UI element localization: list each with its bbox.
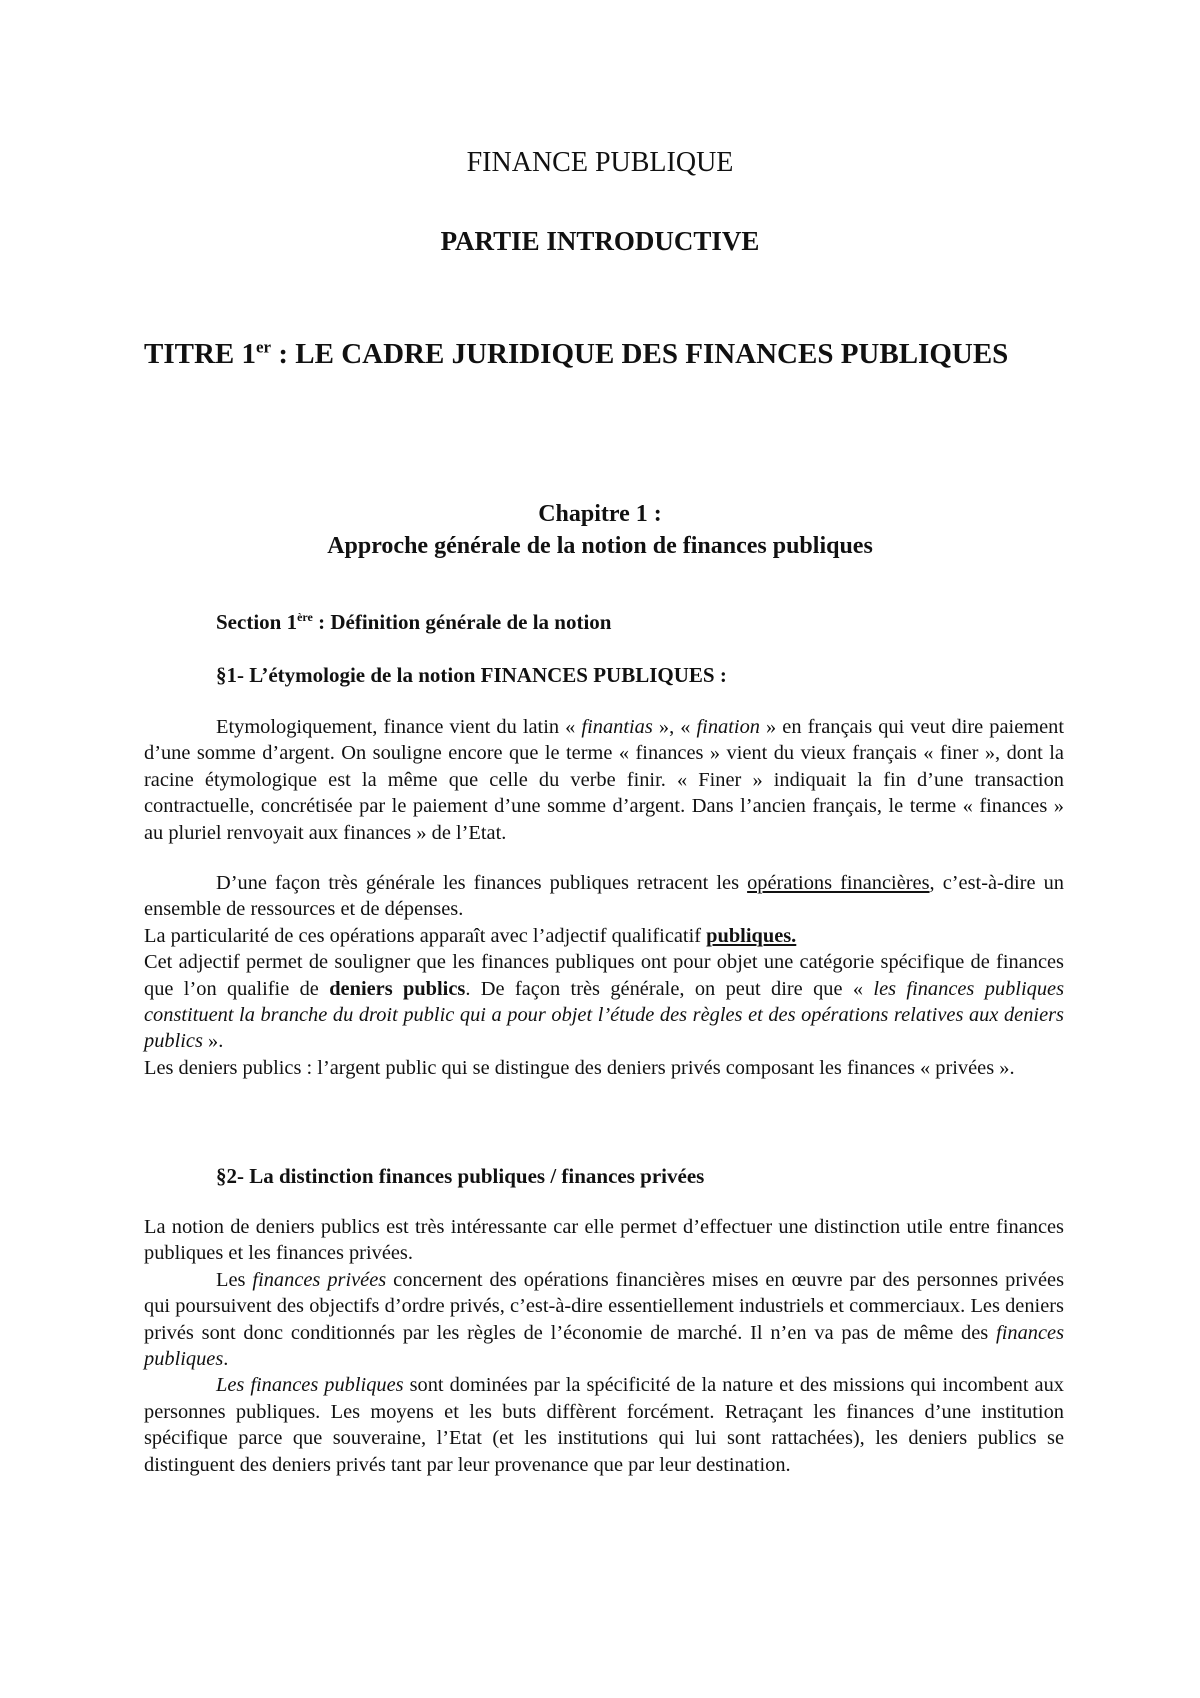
part-title: PARTIE INTRODUCTIVE [440, 226, 760, 256]
paragraph1-block-etymology [144, 714, 1064, 846]
definition-paragraph: D’une façon très générale les finances publiques retracent les opérations financières, c’est-à-dire un ensemble de ressources et de dépenses. [144, 872, 1064, 921]
paragraph1-heading: §1- L’étymologie de la notion FINANCES PUBLIQUES : [216, 663, 727, 687]
paragraph1-block-definition [144, 870, 1064, 1081]
bold-underlined-publiques: publiques. [706, 924, 797, 947]
etymology-paragraph: Etymologiquement, finance vient du latin « finantias », « fination » en français qui veut dire paiement d’une somme d’argent. On souligne encore que le terme « finances » vient du vieux français « finer », dont la racine étymologique est la même que celle du verbe finir. « Finer » indiquait la fin d’une transaction contractuelle, concrétisée par le paiement d’une somme d’argent. Dans l’ancien français, le terme « finances » au pluriel renvoyait aux finances » de l’Etat. [144, 716, 1065, 844]
titre-superscript: er [256, 337, 272, 357]
paragraph2-heading: §2- La distinction finances publiques / finances privées [216, 1164, 705, 1188]
distinction-intro-paragraph: La notion de deniers publics est très intéressante car elle permet d’effectuer une distinction utile entre finances publiques et les finances privées. [144, 1216, 1064, 1265]
italic-finances-privees: finances privées [252, 1268, 387, 1291]
finances-publiques-paragraph: Les finances publiques sont dominées par la spécificité de la nature et des missions qui incombent aux personnes publiques. Les moyens et les buts diffèrent forcément. Retraçant les finances d’une institution spécifique parce que souveraine, l’Etat (et les institutions qui lui sont rattachées), les deniers publics se distinguent des deniers privés tant par leur provenance que par leur destination. [144, 1374, 1064, 1476]
latin-term-fination: fination [696, 716, 760, 738]
section-superscript: ère [297, 610, 313, 624]
particularity-paragraph: La particularité de ces opérations apparaît avec l’adjectif qualificatif publiques. [144, 924, 797, 947]
italic-definition-quote: les finances publiques constituent la branche du droit public qui a pour objet l’étude des règles et des opérations relatives aux deniers publics [144, 977, 1064, 1053]
chapter-label: Chapitre 1 : [538, 501, 662, 527]
paragraph2-block [144, 1214, 1064, 1478]
bold-deniers-publics: deniers publics [329, 977, 466, 1000]
italic-finances-publiques: finances publiques [144, 1321, 1064, 1371]
adjective-paragraph: Cet adjectif permet de souligner que les finances publiques ont pour objet une catégorie spécifique de finances que l’on qualifie de deniers publics. De façon très générale, on peut dire que « les finances publiques constituent la branche du droit public qui a pour objet l’étude des règles et des opérations relatives aux deniers publics ». [144, 951, 1064, 1053]
titre-prefix: TITRE 1 [144, 338, 257, 370]
titre-heading [144, 336, 1064, 372]
underlined-operations-financieres: opérations financières [747, 872, 930, 894]
latin-term-finantias: finantias [581, 716, 653, 738]
finances-privees-paragraph: Les finances privées concernent des opérations financières mises en œuvre par des personnes privées qui poursuivent des objectifs d’ordre privés, c’est-à-dire essentiellement industriels et commerciaux. Les deniers privés sont donc conditionnés par les règles de l’économie de marché. Il n’en va pas de même des finances publiques. [144, 1268, 1065, 1371]
italic-les-finances-publiques: Les finances publiques [216, 1374, 404, 1397]
section-prefix: Section 1 [216, 610, 298, 634]
deniers-publics-paragraph: Les deniers publics : l’argent public qui se distingue des deniers privés composant les finances « privées ». [144, 1056, 1015, 1079]
titre-text: : LE CADRE JURIDIQUE DES FINANCES PUBLIQUES [271, 338, 1009, 370]
section-heading [216, 608, 612, 636]
chapter-name: Approche générale de la notion de finances publiques [327, 533, 873, 559]
section-text: : Définition générale de la notion [312, 610, 612, 634]
document-title: FINANCE PUBLIQUE [466, 147, 734, 178]
